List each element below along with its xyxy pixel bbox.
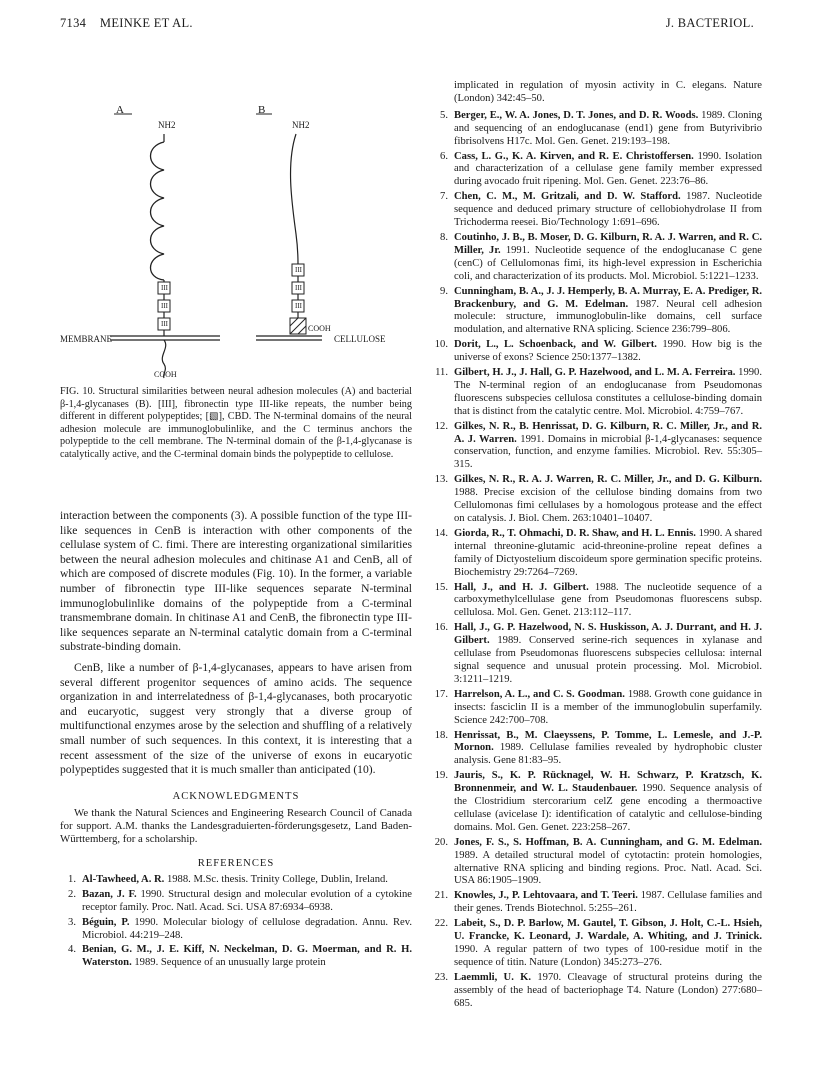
body-paragraph: interaction between the components (3). A possible function of the type III-like sequences in CenB is interaction with other components of the cellulase system of C. fimi. There are interesting organizational similarities between the neural adhesion molecules and chitinase A1 and CenB, all of which are composed of discrete modules (Fig. 10). In the former, a variable number of fibronectin type III-like sequences separate N-terminal immunoglobulinlike domains of the polypeptide from a C-terminal transmembrane domain. In chitinase A1 and CenB, the fibronectin type III-like sequences separate an N-terminal catalytic domain from a C-terminal substrate-binding domain.: [60, 509, 412, 654]
reference-item: 4. Benian, G. M., J. E. Kiff, N. Neckelman, D. G. Moerman, and R. H. Waterston. 1989. Sequence of an unusually large protein: [68, 944, 412, 969]
reference-item: 10. Dorit, L., L. Schoenback, and W. Gilbert. 1990. How big is the universe of exons? Science 250:1377–1382.: [434, 339, 762, 364]
reference-continuation: implicated in regulation of myosin activity in C. elegans. Nature (London) 342:45–50.: [454, 80, 762, 104]
reference-item: 8. Coutinho, J. B., B. Moser, D. G. Kilburn, R. A. J. Warren, and R. C. Miller, Jr. 1991. Nucleotide sequence of the endoglucanase C gene (cenC) of Cellulomonas fimi, its high-level expression in Escherichia coli, and characterization of its products. Mol. Microbiol. 5:1221–1233.: [440, 231, 762, 282]
reference-item: 17. Harrelson, A. L., and C. S. Goodman. 1988. Growth cone guidance in insects: fasciclin II is a member of the immunoglobulin superfamily. Science 242:700–708.: [434, 688, 762, 726]
cooh-label-a: COOH: [154, 370, 177, 379]
references-heading: REFERENCES: [197, 857, 275, 869]
page-number: 7134: [60, 16, 87, 30]
panel-b-chain: [291, 134, 298, 264]
references-right-list: [432, 110, 762, 1011]
reference-item: 18. Henrissat, B., M. Claeyssens, P. Tomme, L. Lemesle, and J.-P. Mornon. 1989. Cellulase families revealed by hydrophobic cluster analysis. Gene 81:83–95.: [434, 729, 762, 767]
reference-item: 3. Béguin, P. 1990. Molecular biology of cellulose degradation. Annu. Rev. Microbiol. 44:219–248.: [68, 916, 412, 941]
cooh-label-b: COOH: [308, 324, 331, 333]
fn3-label: III: [295, 302, 302, 310]
cellulose-label: CELLULOSE: [334, 334, 386, 344]
fn3-label: III: [295, 266, 302, 274]
reference-item: 21. Knowles, J., P. Lehtovaara, and T. Teeri. 1987. Cellulase families and their genes. Trends Biotechnol. 5:255–261.: [434, 890, 762, 915]
reference-item: 13. Gilkes, N. R., R. A. J. Warren, R. C. Miller, Jr., and D. G. Kilburn. 1988. Precise excision of the cellulose binding domains from two Cellulomonas fimi cellulases by a homologous protease and the effect on catalysis. J. Biol. Chem. 263:10401–10407.: [434, 474, 762, 524]
reference-item: 6. Cass, L. G., K. A. Kirven, and R. E. Christoffersen. 1990. Isolation and characterization of a cellulase gene family member expressed during avocado fruit ripening. Mol. Gen. Genet. 223:76–86.: [440, 150, 762, 188]
reference-item: 16. Hall, J., G. P. Hazelwood, N. S. Huskisson, A. J. Durrant, and H. J. Gilbert. 1989. Conserved serine-rich sequences in xylanase and cellulase from Pseudomonas fluorescens subspecies cellulosa: internal signal sequence and unusual protein processing. Mol. Microbiol. 3:1211–1219.: [434, 622, 762, 685]
references-left-list: [60, 874, 412, 970]
figure-10: [60, 104, 412, 384]
reference-item: 7. Chen, C. M., M. Gritzali, and D. W. Stafford. 1987. Nucleotide sequence and deduced primary structure of cellobiohydrolase II from Trichoderma reesei. Bio/Technology 1:691–696.: [440, 191, 762, 229]
reference-item: 11. Gilbert, H. J., J. Hall, G. P. Hazelwood, and L. M. A. Ferreira. 1990. The N-terminal region of an endoglucanase from Pseudomonas fluorescens subspecies cellulosa constitutes a cellulose-binding domain that is distinct from the catalytic centre. Mol. Microbiol. 4:759–767.: [435, 367, 763, 417]
membrane-label: MEMBRANE: [60, 334, 113, 344]
reference-item: 20. Jones, F. S., S. Hoffman, B. A. Cunningham, and G. M. Edelman. 1989. A detailed structural model of cytotactin: protein homologies, alternative RNA splicing and binding regions. Proc. Natl. Acad. Sci. USA 86:1905–1909.: [434, 836, 762, 887]
acknowledgments-heading: ACKNOWLEDGMENTS: [172, 790, 300, 802]
reference-item: 2. Bazan, J. F. 1990. Structural design and molecular evolution of a cytokine receptor family. Proc. Natl. Acad. Sci. USA 87:6934–6938.: [68, 888, 412, 913]
fn3-label: III: [161, 302, 168, 310]
reference-item: 5. Berger, E., W. A. Jones, D. T. Jones, and D. R. Woods. 1989. Cloning and sequencing of an endoglucanase (end1) gene from Butyrivibrio fibrisolvens H17c. Mol. Gen. Genet. 219:193–198.: [440, 109, 762, 147]
reference-item: 12. Gilkes, N. R., B. Henrissat, D. G. Kilburn, R. C. Miller, Jr., and R. A. J. Warren. 1991. Domains in microbial β-1,4-glycanases: sequence conservation, function, and enzyme families. Microbiol. Rev. 55:305–315.: [434, 420, 762, 471]
running-header-left: [60, 16, 193, 31]
right-column: [432, 80, 762, 1013]
reference-item: 15. Hall, J., and H. J. Gilbert. 1988. The nucleotide sequence of a carboxymethylcellulase gene from Pseudomonas fluorescens subsp. cellulosa. Mol. Gen. Genet. 213:112–117.: [434, 581, 763, 619]
reference-item: 19. Jauris, S., K. P. Rücknagel, W. H. Schwarz, P. Kratzsch, K. Bronnenmeir, and W. L. Staudenbauer. 1990. Sequence analysis of the Clostridium stercorarium celZ gene encoding a thermoactive cellulase (avicelase I): identification of catalytic and cellulose-binding domains. Mol. Gen. Genet. 223:258–267.: [434, 770, 762, 833]
body-text: [60, 509, 412, 778]
reference-item: 1. Al-Tawheed, A. R. 1988. M.Sc. thesis. Trinity College, Dublin, Ireland.: [68, 873, 388, 885]
figure-caption: FIG. 10. Structural similarities between neural adhesion molecules (A) and bacterial β-1,4-glycanases (B). [III], fibronectin type III-like repeats, the number being different in different polypeptides; [▧], CBD. The N-terminal domains of the neural adhesion molecule are immunoglobulinlike, and the C terminus anchors the polypeptide to the cell membrane. The N-terminal domain of the β-1,4-glycanase is catalytically active, and the C-terminal domain binds the polypeptide to cellulose.: [60, 386, 412, 460]
left-column: [60, 509, 412, 972]
fn3-label: III: [161, 284, 168, 292]
ig-like-domains: [151, 142, 165, 280]
fn3-label: III: [161, 320, 168, 328]
body-paragraph: CenB, like a number of β-1,4-glycanases, appears to have arisen from several different progenitor sequences of amino acids. The sequence organization in and interrelatedness of β-1,4-glycanases, both procaryotic and eucaryotic, suggest very strongly that a diverse group of multifunctional enzymes arose by the selection and shuffling of a relatively small number of such sequences. In this context, it is interesting that a recent assessment of the size of the universe of exons in eucaryotic polypeptides suggested that it is much smaller than anticipated (10).: [60, 660, 412, 777]
acknowledgments-text: We thank the Natural Sciences and Engineering Research Council of Canada for support. A.M. thanks the Landesgraduierten-förderungsgesetz, Land Baden-Württemberg, for a scholarship.: [60, 806, 412, 846]
running-header-journal: J. BACTERIOL.: [665, 16, 754, 30]
reference-item: 22. Labeit, S., D. P. Barlow, M. Gautel, T. Gibson, J. Holt, C.-L. Hsieh, U. Francke, K. Leonard, J. Wardale, A. Whiting, and J. Trinick. 1990. A regular pattern of two types of 100-residue motif in the sequence of titin. Nature (London) 345:273–276.: [434, 918, 762, 968]
running-authors: MEINKE ET AL.: [99, 16, 193, 30]
reference-item: 23. Laemmli, U. K. 1970. Cleavage of structural proteins during the assembly of the head of bacteriophage T4. Nature (London) 277:680–685.: [434, 971, 762, 1009]
nh2-label-a: NH2: [158, 120, 176, 130]
fn3-label: III: [295, 284, 302, 292]
panel-a-label: A: [116, 104, 124, 116]
panel-b-label: B: [258, 104, 266, 116]
cbd-hatched-box: [290, 318, 306, 334]
reference-item: 14. Giorda, R., T. Ohmachi, D. R. Shaw, and H. L. Ennis. 1990. A shared internal threonine-glutamic acid-threonine-proline repeat defines a family of Dictyostelium discoideum spore germination specific proteins. Biochemistry 29:7264–7269.: [434, 527, 762, 578]
reference-item: 9. Cunningham, B. A., J. J. Hemperly, B. A. Murray, E. A. Prediger, R. Brackenbury, and G. M. Edelman. 1987. Neural cell adhesion molecule: structure, immunoglobulin-like domains, cell surface modulation, and alternative RNA splicing. Science 236:799–806.: [440, 285, 762, 336]
nh2-label-b: NH2: [292, 120, 310, 130]
